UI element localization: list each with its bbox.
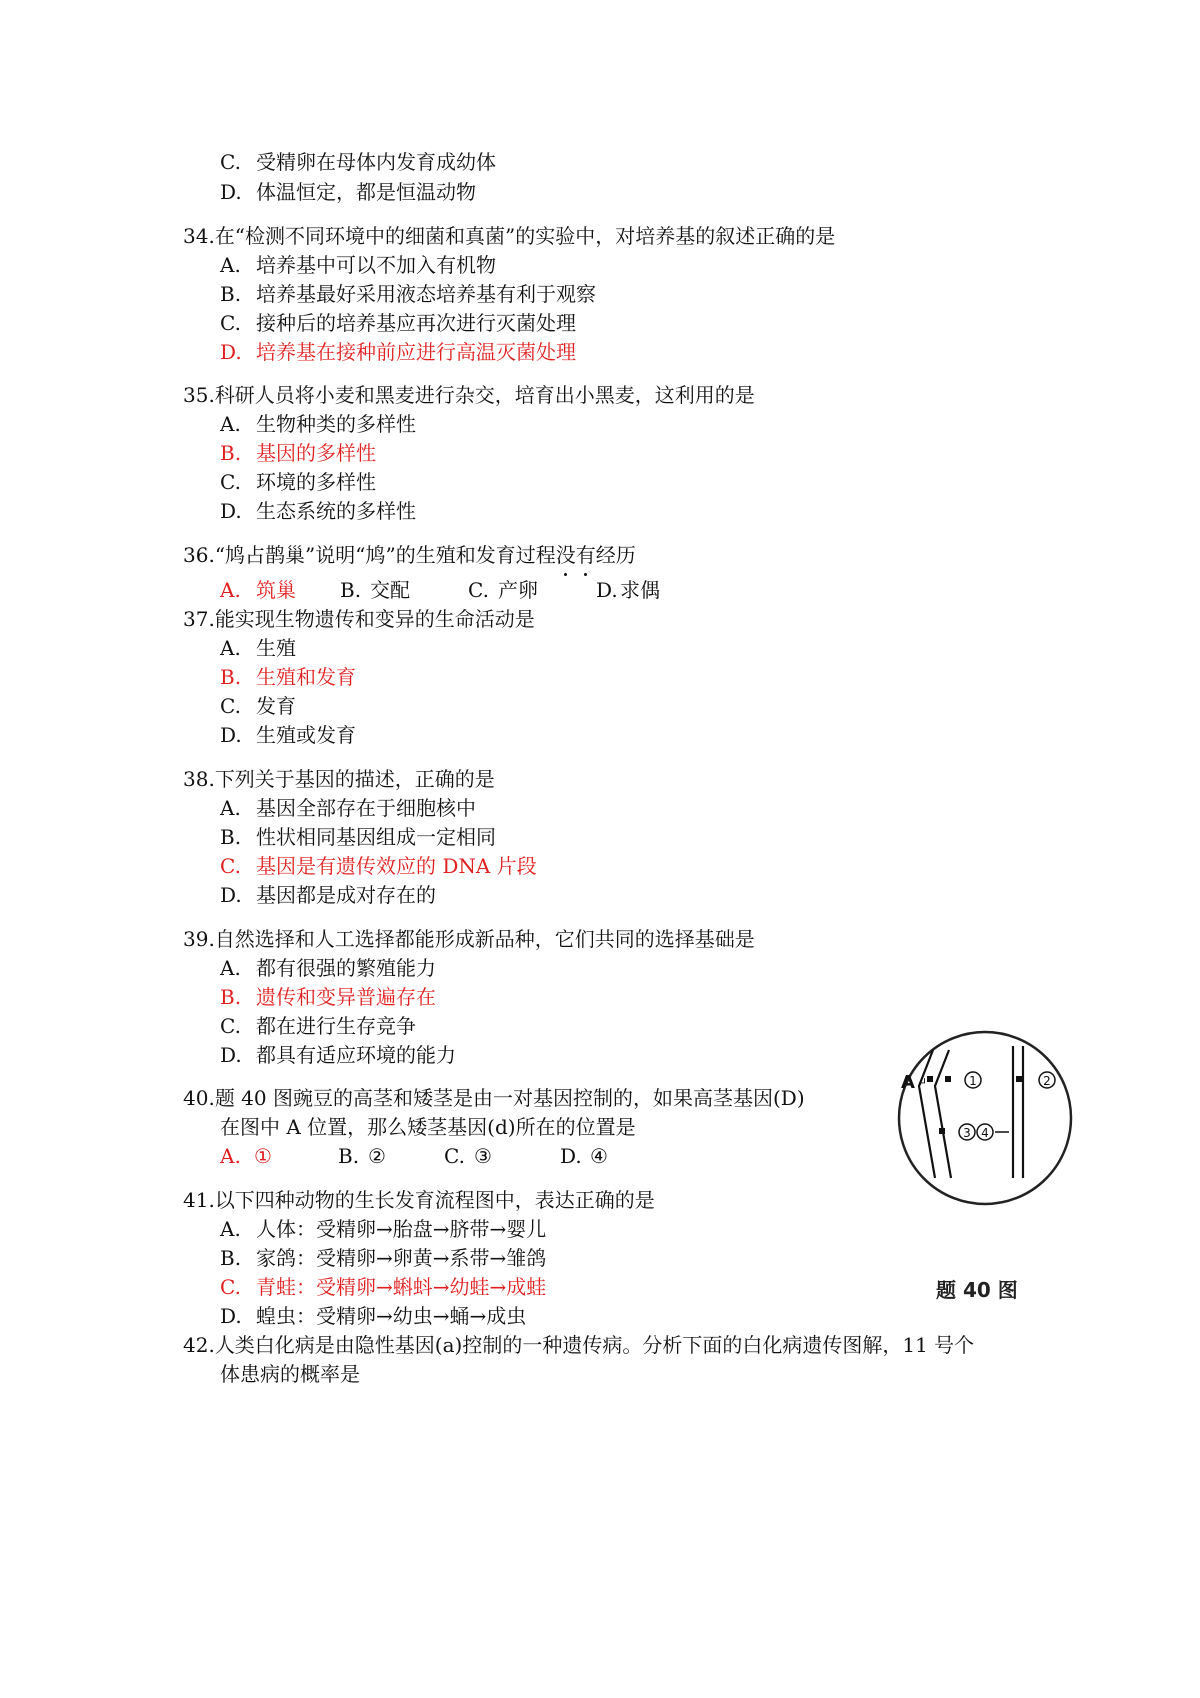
- q42-stem-line2: 体患病的概率是: [220, 1362, 360, 1386]
- q40-option-d: D. ④: [560, 1144, 608, 1168]
- q37-option-c: C. 发育: [220, 694, 296, 718]
- q41-option-b: B. 家鸽：受精卵→卵黄→系带→雏鸽: [220, 1246, 547, 1270]
- q39-stem: 39.自然选择和人工选择都能形成新品种，它们共同的选择基础是: [183, 927, 755, 951]
- q36-option-d: D. 求偶: [596, 578, 660, 602]
- q41-option-c-answer: C. 青蛙：受精卵→蝌蚪→幼蛙→成蛙: [220, 1275, 547, 1299]
- q40-stem-line2: 在图中 A 位置，那么矮茎基因(d)所在的位置是: [220, 1115, 636, 1139]
- q40-figure-caption: 题 40 图: [936, 1278, 1018, 1302]
- emphasis-char: 没: [555, 543, 576, 567]
- q35-option-b-answer: B. 基因的多样性: [220, 441, 376, 465]
- q35-option-c: C. 环境的多样性: [220, 470, 376, 494]
- q38-option-d: D. 基因都是成对存在的: [220, 883, 436, 907]
- q39-option-c: C. 都在进行生存竞争: [220, 1014, 416, 1038]
- q39-option-b-answer: B. 遗传和变异普遍存在: [220, 985, 436, 1009]
- q35-option-d: D. 生态系统的多样性: [220, 499, 416, 523]
- q33-option-d: D. 体温恒定，都是恒温动物: [220, 180, 476, 204]
- q42-stem-line1: 42.人类白化病是由隐性基因(a)控制的一种遗传病。分析下面的白化病遗传图解，11 号个: [183, 1333, 975, 1357]
- q37-option-d: D. 生殖或发育: [220, 723, 356, 747]
- q40-option-c: C. ③: [444, 1144, 492, 1168]
- q35-stem: 35.科研人员将小麦和黑麦进行杂交，培育出小黑麦，这利用的是: [183, 383, 755, 407]
- q40-options-row: [220, 1142, 608, 1170]
- gene-marker: [1016, 1076, 1022, 1082]
- q37-option-a: A. 生殖: [220, 636, 296, 660]
- q38-option-a: A. 基因全部存在于细胞核中: [220, 796, 476, 820]
- q36-stem: 36.“鸠占鹊巢”说明“鸠”的生殖和发育过程没有经历: [183, 543, 636, 567]
- position-label-1: 1: [969, 1074, 977, 1088]
- q37-option-b-answer: B. 生殖和发育: [220, 665, 356, 689]
- gene-label-a: A: [901, 1072, 915, 1093]
- gene-marker: [945, 1076, 951, 1082]
- q40-option-a-answer: A. ①: [220, 1144, 272, 1168]
- q38-option-b: B. 性状相同基因组成一定相同: [220, 825, 496, 849]
- q35-option-a: A. 生物种类的多样性: [220, 412, 416, 436]
- q36-option-c: C. 产卵: [468, 578, 538, 602]
- q38-option-c-answer: C. 基因是有遗传效应的 DNA 片段: [220, 854, 537, 878]
- gene-marker: [927, 1076, 933, 1082]
- q39-option-a: A. 都有很强的繁殖能力: [220, 956, 436, 980]
- position-label-4: 4: [981, 1126, 989, 1140]
- q34-option-c: C. 接种后的培养基应再次进行灭菌处理: [220, 311, 576, 335]
- q41-stem: 41.以下四种动物的生长发育流程图中，表达正确的是: [183, 1188, 655, 1212]
- q38-stem: 38.下列关于基因的描述，正确的是: [183, 767, 495, 791]
- q33-option-c: C. 受精卵在母体内发育成幼体: [220, 150, 496, 174]
- arrow-mark: ↵: [917, 1075, 928, 1089]
- position-label-3: 3: [963, 1126, 971, 1140]
- q36-option-a-answer: A. 筑巢: [220, 578, 296, 602]
- q34-stem: 34.在“检测不同环境中的细菌和真菌”的实验中，对培养基的叙述正确的是: [183, 224, 836, 248]
- q34-option-a: A. 培养基中可以不加入有机物: [220, 253, 496, 277]
- q40-stem-line1: 40.题 40 图豌豆的高茎和矮茎是由一对基因控制的，如果高茎基因(D): [183, 1086, 805, 1110]
- q34-option-d-answer: D. 培养基在接种前应进行高温灭菌处理: [220, 340, 576, 364]
- q41-option-d: D. 蝗虫：受精卵→幼虫→蛹→成虫: [220, 1304, 527, 1328]
- q34-option-b: B. 培养基最好采用液态培养基有利于观察: [220, 282, 596, 306]
- q36-options-row: [220, 576, 660, 604]
- q37-stem: 37.能实现生物遗传和变异的生命活动是: [183, 607, 535, 631]
- emphasis-char: 有: [575, 543, 596, 567]
- q40-option-b: B. ②: [338, 1144, 386, 1168]
- q36-option-b: B. 交配: [340, 578, 410, 602]
- q40-chromosome-figure: [895, 1028, 1075, 1208]
- gene-marker: [939, 1128, 945, 1134]
- position-label-2: 2: [1043, 1074, 1051, 1088]
- q41-option-a: A. 人体：受精卵→胎盘→脐带→婴儿: [220, 1217, 547, 1241]
- q39-option-d: D. 都具有适应环境的能力: [220, 1043, 456, 1067]
